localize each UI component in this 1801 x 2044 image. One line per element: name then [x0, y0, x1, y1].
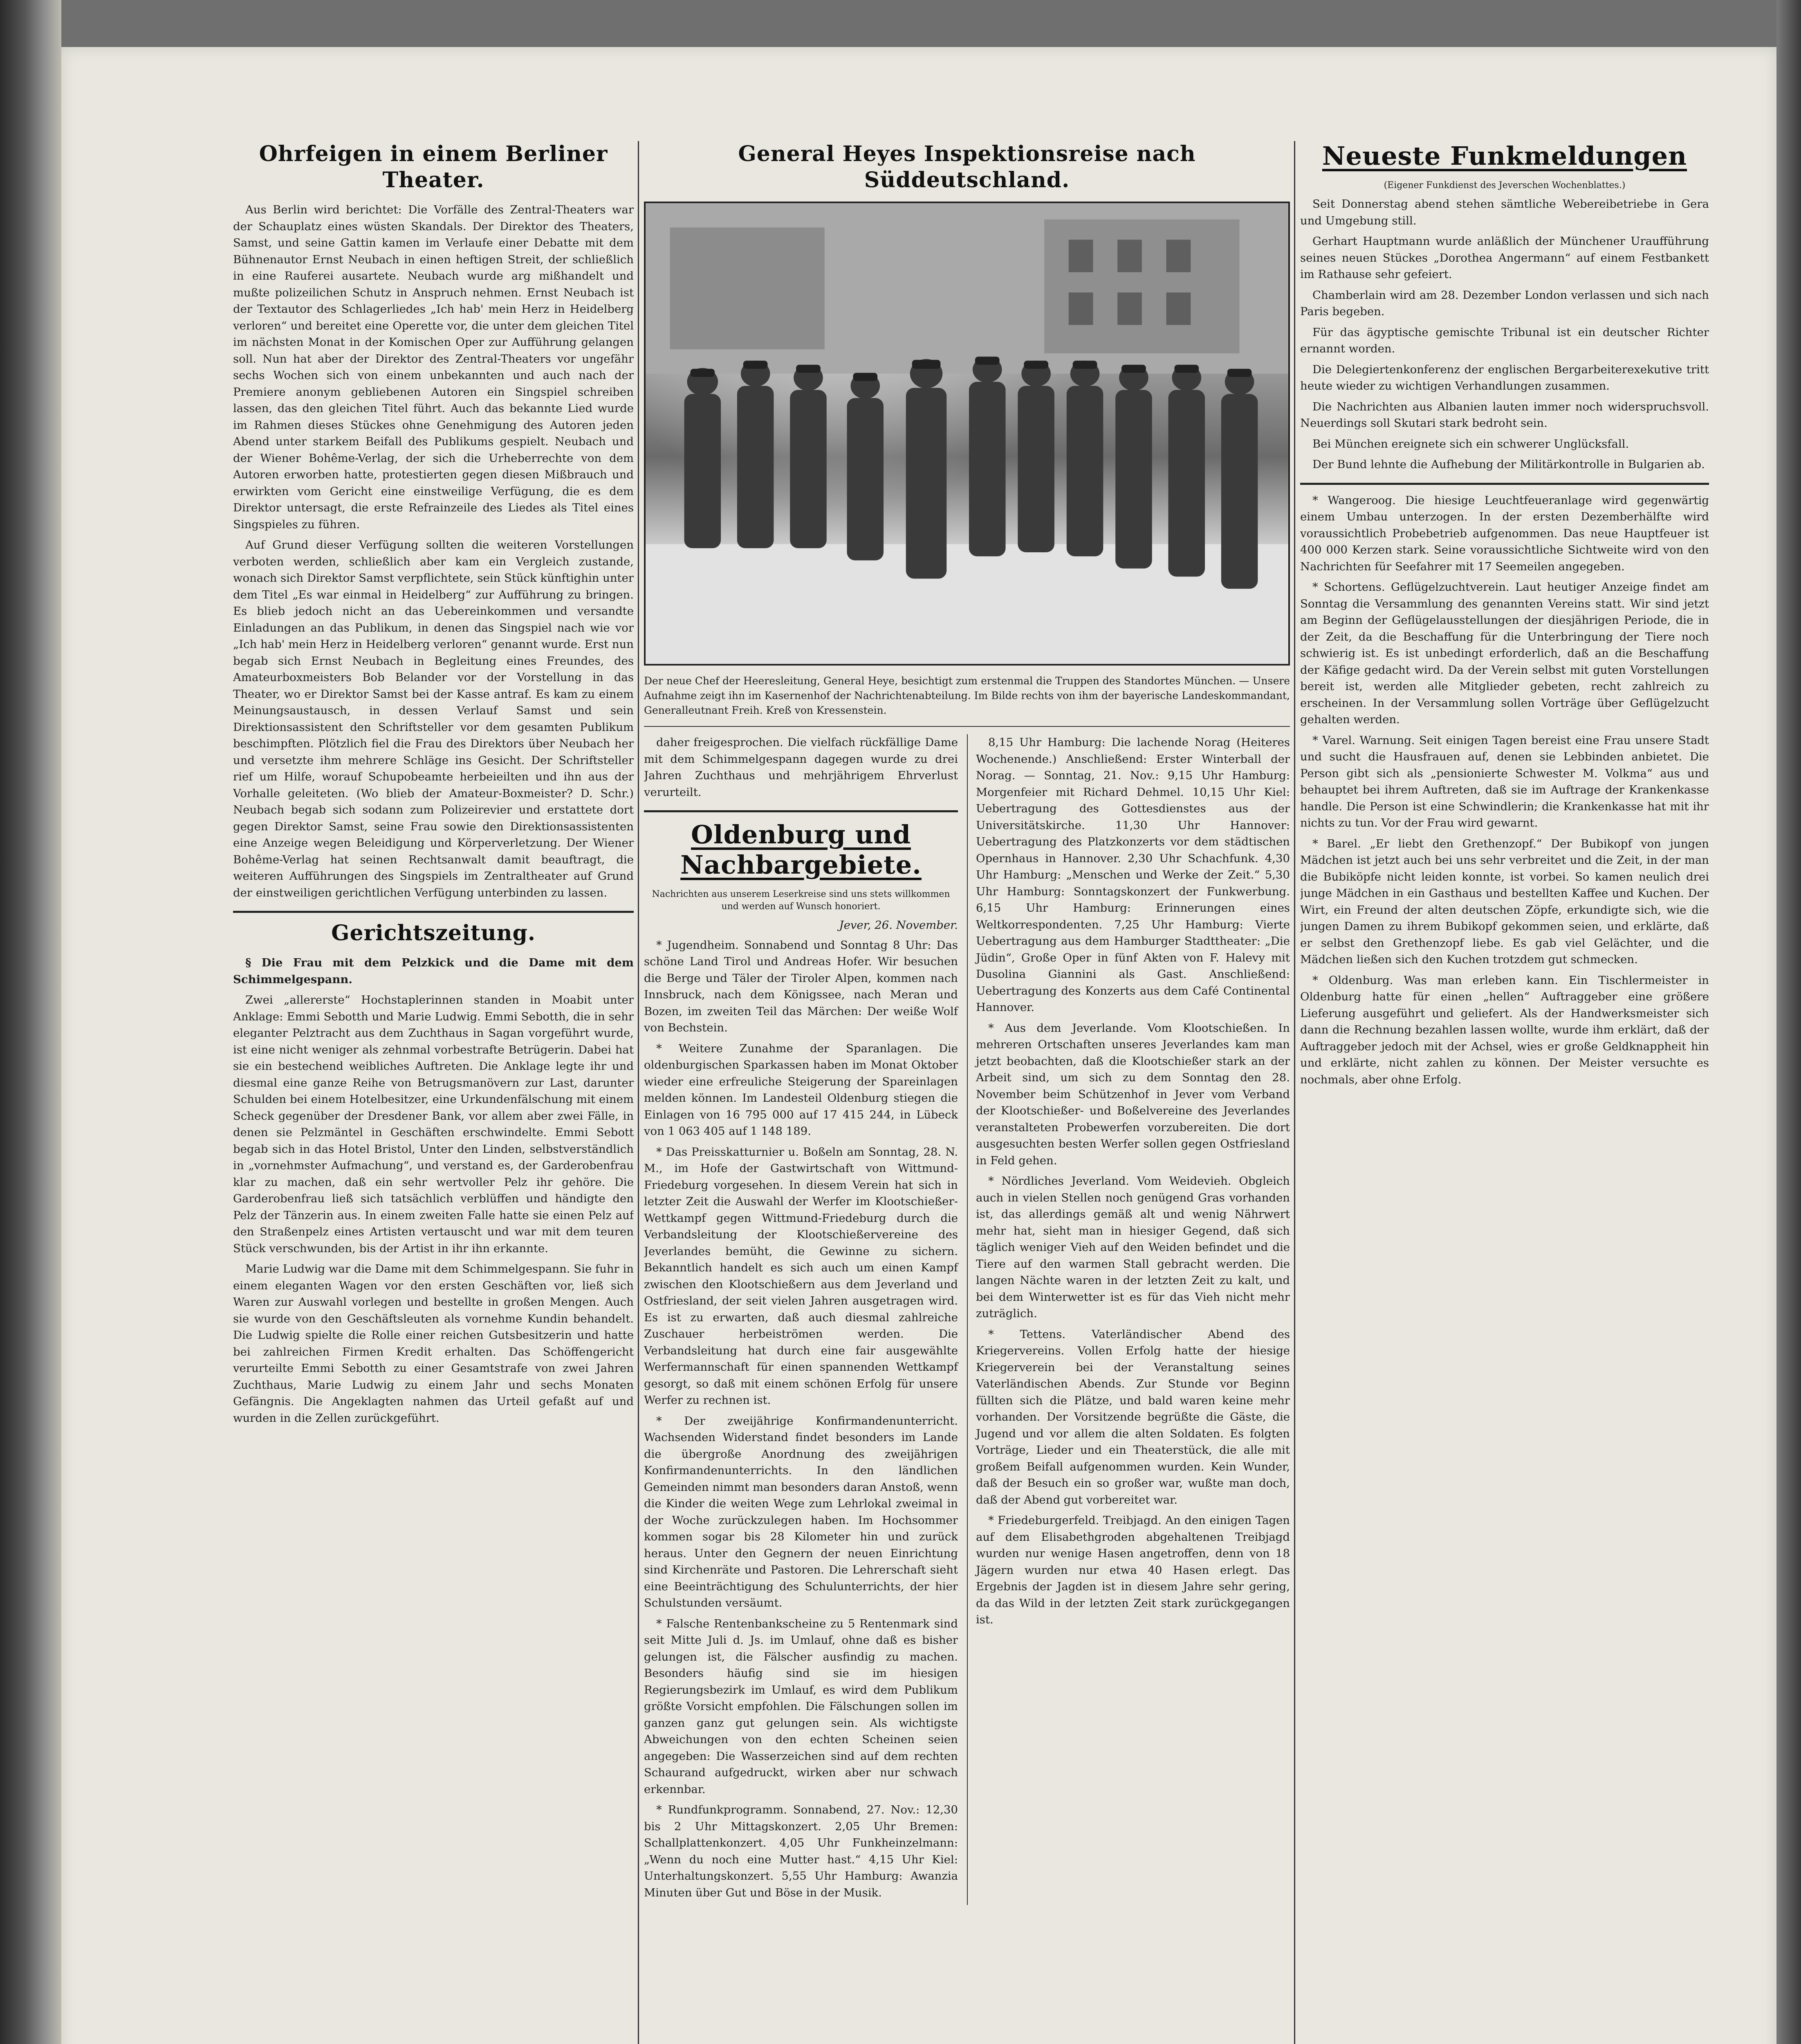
radio-news-item: Die Nachrichten aus Albanien lauten immer noch widerspruchsvoll. Neuerdings soll Skutari stark bedroht sein. — [1300, 400, 1709, 430]
page-right-edge — [1776, 0, 1801, 2044]
photo-caption: Der neue Chef der Heeresleitung, General Heye, besichtigt zum erstenmal die Truppen des Standortes München. — Unsere Aufnahme zeigt ihn im Kasernenhof der Nachrichtenabteilung. Im Bilde rechts von ihm der bayerische Landeskommandant, Generalleutnant Freih. Kreß von Kressenstein. — [644, 675, 1290, 716]
section-divider — [233, 911, 634, 913]
radio-news-title: Neueste Funkmeldungen — [1322, 141, 1687, 171]
article-paragraph: Zwei „allererste“ Hochstaplerinnen standen in Moabit unter Anklage: Emmi Sebotth und Marie Ludwig. Emmi Sebotth, die in sehr eleganter Pelztracht aus dem Zuchthaus in Sagan vorgeführt wurde, ist eine nicht weniger als zehnmal vorbestrafte Betrügerin. Dabei hat sie ein bestechend weibliches Auftreten. Die Anklage legte ihr und diesmal eine ganze Reihe von Betrugsmanövern zur Last, darunter Schulden bei einem Hotelbesitzer, eine Urkundenfälschung mit einem Scheck gegenüber der Dresdener Bank, vor allem aber zwei Fälle, in denen sie Pelzmäntel in Geschäften erschwindelte. Emmi Sebott begab sich in das Hotel Bristol, Unter den Linden, selbstverständlich in „vornehmster Aufmachung“, und verstand es, der Garderobenfrau klar zu machen, daß ein sehr wertvoller Pelz ihr gehöre. Die Garderobenfrau ließ sich tatsächlich verblüffen und händigte den Pelz der Tänzerin aus. In einem zweiten Falle hatte sie einen Pelz auf den Straßenpelz eines Artisten vertauscht und war mit dem teuren Stück verschwunden, bis der Artist in ihr ihn erkannte. — [233, 993, 634, 1255]
regional-section-subtitle: Nachrichten aus unserem Leserkreise sind uns stets willkommen und werden auf Wunsch honoriert. — [652, 889, 950, 912]
column-right — [1300, 141, 1709, 2044]
column-middle — [644, 141, 1290, 2044]
news-item: * Friedeburgerfeld. Treibjagd. An den einigen Tagen auf dem Elisabethgroden abgehaltenen Treibjagd wurden nur wenige Hasen angetroffen, denn von 18 Jägern wurden nur etwa 40 Hasen erlegt. Das Ergebnis der Jagden ist in diesem Jahre sehr gering, da das Wild in der letzten Zeit stark zurückgegangen ist. — [976, 1514, 1290, 1626]
photo-article-title: General Heyes Inspektionsreise nach Süddeutschland. — [738, 141, 1196, 193]
news-item: * Varel. Warnung. Seit einigen Tagen bereist eine Frau unsere Stadt und sucht die Hausfrauen auf, denen sie Lebbinden anbietet. Die Person gibt sich als „pensionierte Schwester M. Volkma“ aus und behauptet bei ihrem Auftreten, daß sie im Auftrage der Krankenkasse handle. Die Person ist eine Schwindlerin; die Krankenkasse hat mit ihr nichts zu tun. Vor der Frau wird gewarnt. — [1300, 733, 1709, 829]
article-title-theater: Ohrfeigen in einem Berliner Theater. — [259, 141, 608, 193]
article-continuation: daher freigesprochen. Die vielfach rückfällige Dame mit dem Schimmelgespann dagegen wurde zu drei Jahren Zuchthaus und mehrjährigem Ehrverlust verurteilt. — [644, 736, 958, 799]
news-item: 8,15 Uhr Hamburg: Die lachende Norag (Heiteres Wochenende.) Anschließend: Erster Winterball der Norag. — Sonntag, 21. Nov.: 9,15 Uhr Hamburg: Morgenfeier mit Richard Dehmel. 10,15 Uhr Kiel: Uebertragung des Gottesdienstes aus der Universitätskirche. 11,30 Uhr Hannover: Uebertragung des Platzkonzerts vor dem städtischen Opernhaus in Hannover. 2,30 Uhr Schachfunk. 4,30 Uhr Hamburg: „Menschen und Werke der Zeit.“ 5,30 Uhr Hamburg: Sonntagskonzert der Funkwerbung. 6,15 Uhr Hamburg: Erinnerungen eines Weltkorrespondenten. 7,25 Uhr Hamburg: Vierte Uebertragung aus dem Hamburger Stadttheater: „Die Jüdin“, Große Oper in fünf Akten von F. Halevy mit Dusolina Giannini als Gast. Anschließend: Uebertragung des Konzerts aus dem Café Continental Hannover. — [976, 736, 1290, 1014]
news-item: * Falsche Rentenbankscheine zu 5 Rentenmark sind seit Mitte Juli d. Js. im Umlauf, ohne daß es bisher gelungen ist, die Fälscher ausfindig zu machen. Besonders häufig sind sie im hiesigen Regierungsbezirk im Umlauf, es wird dem Publikum größte Vorsicht empfohlen. Die Fälschungen sollen im ganzen ganz gut gelungen sein. Als wichtigste Abweichungen von den echten Scheinen seien angegeben: Die Wasserzeichen sind auf dem rechten Schaurand aufgedruckt, wirken aber nur schwach erkennbar. — [644, 1617, 958, 1796]
newspaper-page — [61, 47, 1776, 2044]
dateline: Jever, 26. November. — [839, 919, 958, 932]
news-item: * Jugendheim. Sonnabend und Sonntag 8 Uhr: Das schöne Land Tirol und Andreas Hofer. Wir besuchen die Berge und Täler der Tiroler Alpen, kommen nach Innsbruck, nach dem Königssee, nach Meran und Bozen, im zweiten Teil das Märchen: Der weiße Wolf von Bechstein. — [644, 938, 958, 1034]
news-item: * Weitere Zunahme der Sparanlagen. Die oldenburgischen Sparkassen haben im Monat Oktober wieder eine erfreuliche Steigerung der Spareinlagen melden können. Im Landesteil Oldenburg stiegen die Einlagen von 16 795 000 auf 17 415 244, in Lübeck von 1 063 405 auf 1 148 189. — [644, 1042, 958, 1138]
news-item: * Nördliches Jeverland. Vom Weidevieh. Obgleich auch in vielen Stellen noch genügend Gras vorhanden ist, das allerdings gemäß alt und wenig Nährwert mehr hat, sieht man in hiesiger Gegend, daß sich täglich weniger Vieh auf den Weiden befindet und die Tiere auf den warmen Stall gebracht werden. Die langen Nächte waren in der letzten Zeit zu kalt, und bei dem Winterwetter ist es für das Vieh nicht mehr zuträglich. — [976, 1174, 1290, 1320]
news-item: * Das Preisskatturnier u. Boßeln am Sonntag, 28. N. M., im Hofe der Gastwirtschaft von Wittmund-Friedeburg vorgesehen. In diesem Verein hat sich in letzter Zeit die Auswahl der Werfer im Klootschießer-Wettkampf gegen Wittmund-Friedeburg durch die Verbandsleitung der Klootschießervereine des Jeverlandes bemüht, die Gewinne zu sichern. Bekanntlich handelt es sich auch um einen Kampf zwischen den Klootschießern aus dem Jeverland und Ostfriesland, der seit vielen Jahren ausgetragen wird. Es ist zu erwarten, daß auch diesmal zahlreiche Zuschauer herbeiströmen werden. Die Verbandsleitung hat durch eine fair ausgewählte Werfermannschaft für einen spannenden Wettkampf gesorgt, so daß mit einem schönen Erfolg für unsere Werfer zu rechnen ist. — [644, 1145, 958, 1407]
radio-news-item: Seit Donnerstag abend stehen sämtliche Webereibetriebe in Gera und Umgebung still. — [1300, 197, 1709, 227]
book-spine-edge — [0, 0, 61, 2044]
news-item: * Tettens. Vaterländischer Abend des Kriegervereins. Vollen Erfolg hatte der hiesige Kriegerverein bei der Veranstaltung seines Vaterländischen Abends. Zur Stunde vor Beginn füllten sich die Plätze, und bald waren keine mehr vorhanden. Der Vorsitzende begrüßte die Gäste, die Jugend und vor allem die alten Soldaten. Es folgten Vorträge, Lieder und ein Theaterstück, die alle mit großem Beifall aufgenommen wurden. Kein Wunder, daß der Besuch ein so großer war, wußte man doch, daß der Abend gut vorbereitet war. — [976, 1327, 1290, 1506]
article-lead: § Die Frau mit dem Pelzkick und die Dame mit dem Schimmelgespann. — [233, 956, 634, 986]
radio-news-item: Chamberlain wird am 28. Dezember London verlassen und sich nach Paris begeben. — [1300, 288, 1709, 318]
column-left — [233, 141, 634, 2044]
regional-news-columns — [644, 734, 1290, 1905]
column-rule — [1294, 141, 1295, 2044]
article-paragraph: Aus Berlin wird berichtet: Die Vorfälle des Zentral-Theaters war der Schauplatz eines wüsten Skandals. Der Direktor des Theaters, Samst, und seine Gattin kamen im Verlaufe einer Debatte mit dem Bühnenautor Ernst Neubach in einen heftigen Streit, der schließlich in eine Rauferei ausartete. Neubach wurde arg mißhandelt und mußte polizeilichen Schutz in Anspruch nehmen. Ernst Neubach ist der Textautor des Schlagerliedes „Ich hab' mein Herz in Heidelberg verloren“ und bereitet eine Operette vor, die unter dem gleichen Titel im nächsten Monat in der Komischen Oper zur Aufführung gelangen soll. Nun hat aber der Direktor des Zentral-Theaters vor ungefähr sechs Wochen sich von einem unbekannten und auch nach der Premiere anonym gebliebenen Autoren ein Singspiel schreiben lassen, das den gleichen Titel führt. Auch das bekannte Lied wurde im Rahmen dieses Stückes ohne Genehmigung des Autoren jeden Abend unter starkem Beifall des Publikums gespielt. Neubach und der Wiener Bohême-Verlag, der sich die Urheberrechte von dem Autoren erworben hatte, protestierten gegen diesen Mißbrauch und erwirkten vom Gericht eine einstweilige Verfügung, die es dem Direktor untersagt, die erste Refrainzeile des Liedes als Titel eines Singspieles zu führen. — [233, 203, 634, 531]
news-item: * Schortens. Geflügelzuchtverein. Laut heutiger Anzeige findet am Sonntag die Versammlung des genannten Vereins statt. Wir sind jetzt am Beginn der Geflügelausstellungen der diesjährigen Periode, die in der Zeit, da die Beschaffung für die Unterbringung der Tiere noch schwierig ist. Es ist unbedingt erforderlich, daß an die Beschaffung der Käfige gedacht wird. Da der Verein selbst mit guten Vorstellungen bereit ist, werden alle Mitglieder gebeten, recht zahlreich zu erscheinen. In der Versammlung sollen Vorträge über Geflügelzucht gehalten werden. — [1300, 580, 1709, 726]
section-divider — [644, 726, 1290, 727]
section-divider — [1300, 483, 1709, 485]
radio-news-item: Der Bund lehnte die Aufhebung der Militärkontrolle in Bulgarien ab. — [1312, 458, 1705, 471]
article-title-court: Gerichtszeitung. — [331, 921, 536, 946]
article-paragraph: Auf Grund dieser Verfügung sollten die weiteren Vorstellungen verboten werden, schließlich aber kam ein Vergleich zustande, wonach sich Direktor Samst verpflichtete, sein Stück künftighin unter dem Titel „Es war einmal in Heidelberg“ zur Aufführung zu bringen. Es blieb jedoch nicht an das Uebereinkommen und versandte Einladungen an das Publikum, in denen das Singspiel nach wie vor „Ich hab' mein Herz in Heidelberg verloren“ genannt wurde. Erst nun begab sich Ernst Neubach in Begleitung eines Freundes, des Amateurboxmeisters Bob Belander vor der Vorstellung in das Theater, wo er Direktor Samst bei der Kasse antraf. Es kam zu einem Meinungsaustausch, in dessen Verlauf Samst und sein Direktionsassistent den Schriftsteller vor dem gesamten Publikum beschimpften. Plötzlich fiel die Frau des Direktors über Neubach her und versetzte ihm mehrere Schläge ins Gesicht. Der Schriftsteller rief um Hilfe, worauf Schupobeamte herbeieilten und ihn aus der Vorhalle geleiteten. (Wo blieb der Amateur-Boxmeister? D. Schr.) Neubach begab sich sodann zum Polizeirevier und erstattete dort gegen Direktor Samst, seine Frau sowie den Direktionsassistenten eine Anzeige wegen Beleidigung und Körperverletzung. Der Wiener Bohême-Verlag hat seinen Rechtsanwalt damit beauftragt, die weiteren Aufführungen des Singspiels im Zentraltheater auf Grund der einstweiligen gerichtlichen Verfügung unterbinden zu lassen. — [233, 538, 634, 899]
section-divider — [644, 810, 958, 812]
radio-news-item: Die Delegiertenkonferenz der englischen Bergarbeiterexekutive tritt heute wieder zu wichtigen Verhandlungen zusammen. — [1300, 363, 1709, 392]
news-item: * Wangeroog. Die hiesige Leuchtfeueranlage wird gegenwärtig einem Umbau unterzogen. In der ersten Dezemberhälfte wird voraussichtlich Probebetrieb aufgenommen. Das neue Hauptfeuer ist 400 000 Kerzen stark. Seine voraussichtliche Sichtweite wird von den Nachrichten für Seefahrer mit 17 Seemeilen angegeben. — [1300, 493, 1709, 573]
regional-news-right — [967, 734, 1290, 1905]
column-rule — [638, 141, 639, 2044]
radio-news-subtitle: (Eigener Funkdienst des Jeverschen Wochenblattes.) — [1384, 180, 1626, 191]
article-paragraph: Marie Ludwig war die Dame mit dem Schimmelgespann. Sie fuhr in einem eleganten Wagen vor den ersten Geschäften vor, ließ sich Waren zur Auswahl vorlegen und bestellte in großen Mengen. Auch sie wurde von den Geschäftsleuten als vornehme Kundin behandelt. Die Ludwig spielte die Rolle einer reichen Gutsbesitzerin und hatte bei zahlreichen Firmen Kredit erhalten. Das Schöffengericht verurteilte Emmi Sebotth zu einer Gesamtstrafe von zwei Jahren Zuchthaus, Marie Ludwig zu einem Jahr und sechs Monaten Gefängnis. Die Angeklagten nahmen das Urteil gefaßt auf und wurden in die Zellen zurückgeführt. — [233, 1262, 634, 1425]
news-item: * Barel. „Er liebt den Grethenzopf.“ Der Bubikopf von jungen Mädchen ist jetzt auch bei uns sehr verbreitet und die Zeit, in der man die Bubiköpfe nicht leiden konnte, ist vorbei. So kamen neulich drei junge Mädchen in ein Gasthaus und bestellten Kaffee und Kuchen. Der Wirt, ein Freund der alten deutschen Zöpfe, erkundigte sich, wie die jungen Damen zu ihrem Bubikopf gekommen seien, und erklärte, daß er selbst den Grethenzopf liebe. Es gab viel Gelächter, und die Mädchen ließen sich den Kuchen trotzdem gut schmecken. — [1300, 837, 1709, 966]
photo-illustration — [646, 203, 1288, 664]
regional-news-left — [644, 734, 958, 1905]
news-photo-soldiers — [644, 202, 1290, 666]
regional-section-title: Oldenburg und Nachbargebiete. — [680, 820, 922, 880]
radio-news-item: Bei München ereignete sich ein schwerer Unglücksfall. — [1312, 437, 1629, 450]
news-item: * Rundfunkprogramm. Sonnabend, 27. Nov.: 12,30 bis 2 Uhr Mittagskonzert. 2,05 Uhr Bremen: Schallplattenkonzert. 4,05 Uhr Funkheinzelmann: „Wenn du noch eine Mutter hast.“ 4,15 Uhr Kiel: Unterhaltungskonzert. 5,55 Uhr Hamburg: Awanzia Minuten über Gut und Böse in der Musik. — [644, 1803, 958, 1899]
radio-news-item: Gerhart Hauptmann wurde anläßlich der Münchener Uraufführung seines neuen Stückes „Dorothea Angermann“ auf einem Festbankett im Rathause sehr gefeiert. — [1300, 235, 1709, 281]
news-item: * Aus dem Jeverlande. Vom Klootschießen. In mehreren Ortschaften unseres Jeverlandes kam man jetzt beobachten, daß die Klootschießer stark an der Arbeit sind, um sich zu dem Sonntag den 28. November beim Schützenhof in Jever vom Verband der Klootschießer- und Boßelvereine des Jeverlandes veranstalteten Probewerfen vorzubereiten. Die dort ausgesuchten besten Werfer sollen gegen Ostfriesland in Feld gehen. — [976, 1021, 1290, 1167]
news-item: * Oldenburg. Was man erleben kann. Ein Tischlermeister in Oldenburg hatte für einen „hellen“ Auftraggeber eine größere Lieferung ausgeführt und geliefert. Als der Handwerksmeister sich dann die Rechnung bezahlen lassen wollte, wurde ihm erklärt, daß der Auftraggeber jedoch mit der Achsel, wies er große Geldknappheit hin und erklärte, nicht zahlen zu können. Der Meister versuchte es nochmals, aber ohne Erfolg. — [1300, 973, 1709, 1086]
news-item: * Der zweijährige Konfirmandenunterricht. Wachsenden Widerstand findet besonders im Lande die übergroße Anordnung des zweijährigen Konfirmandenunterrichts. In den ländlichen Gemeinden nimmt man besonders daran Anstoß, wenn die Kinder die weiten Wege zum Lehrlokal zweimal in der Woche zurückzulegen haben. Im Hochsommer kommen sogar bis 28 Kilometer hin und zurück heraus. Unter den Gegnern der neuen Einrichtung sind Kirchenräte und Pastoren. Die Lehrerschaft sieht eine Beeinträchtigung des Schulunterrichts, der hier Schulstunden versäumt. — [644, 1414, 958, 1609]
radio-news-item: Für das ägyptische gemischte Tribunal ist ein deutscher Richter ernannt worden. — [1300, 325, 1709, 355]
